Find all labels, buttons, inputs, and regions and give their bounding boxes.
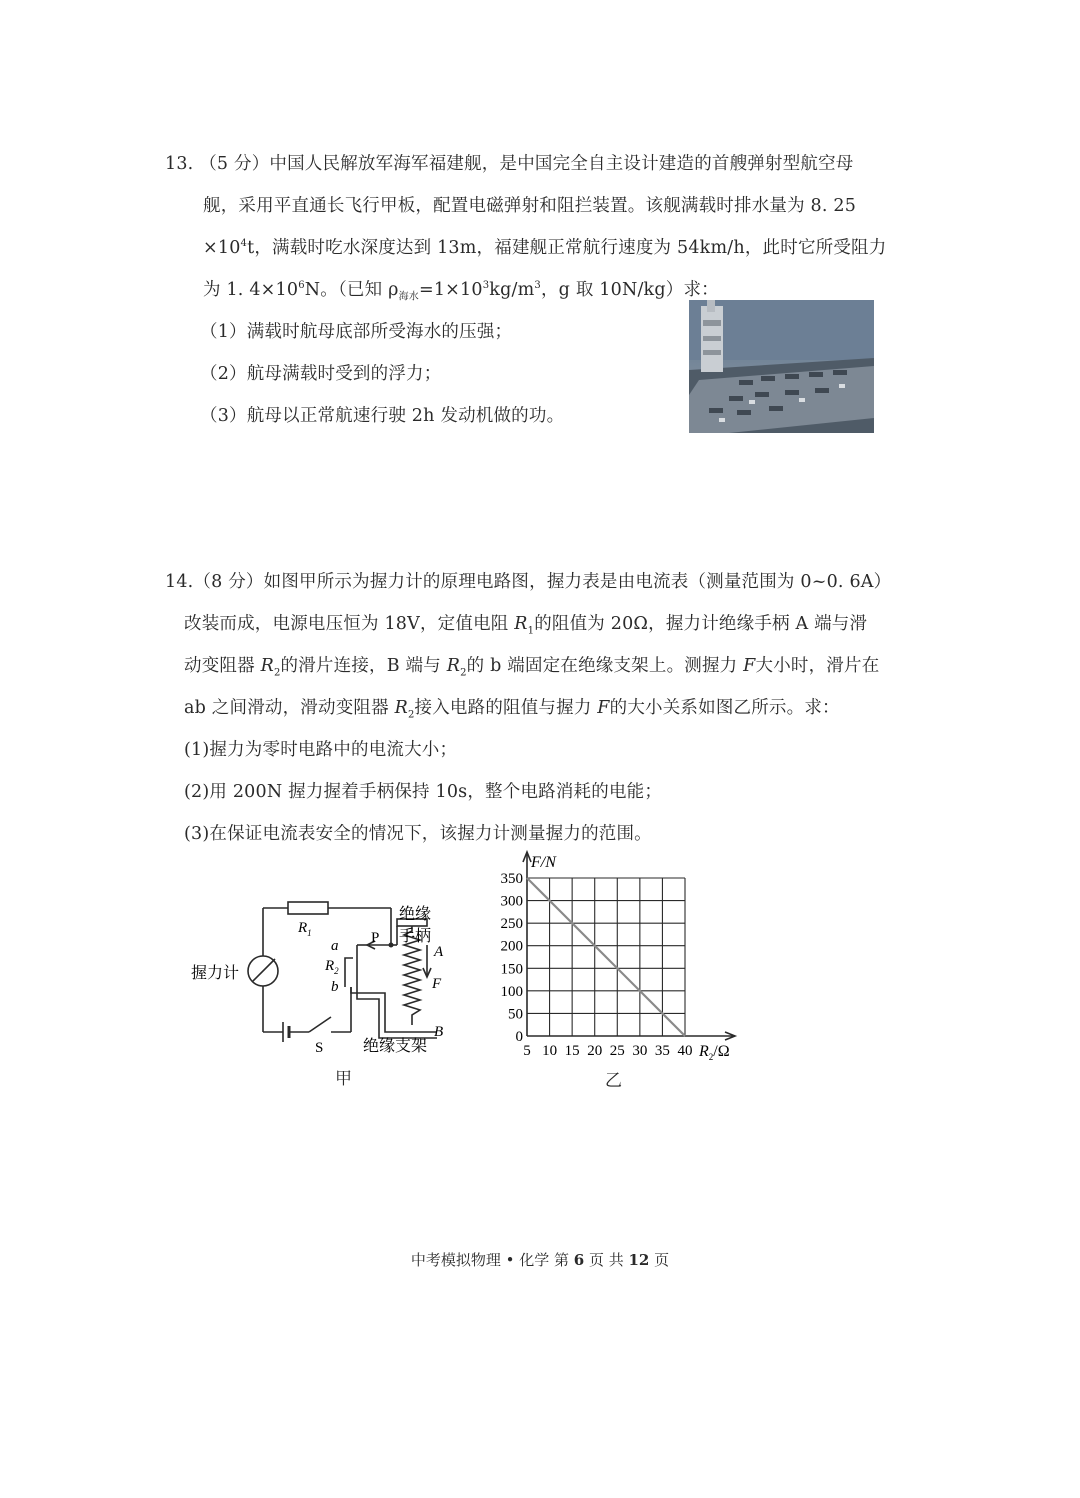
y-tick-label: 200 xyxy=(500,938,523,955)
y-tick-label: 150 xyxy=(500,961,523,978)
series-line xyxy=(527,878,685,1036)
y-tick-label: 350 xyxy=(500,871,523,887)
y-tick-label: 0 xyxy=(515,1029,523,1045)
y-tick-label: 50 xyxy=(508,1006,523,1023)
q13-line-3: $\times 10^4t$，满载时吃水深度达到 13m，福建舰正常航行速度为 54km/h，此时它所受阻力 xyxy=(203,238,887,258)
end-b-label: B xyxy=(434,1024,444,1040)
r1-label: $R_1$ xyxy=(298,920,312,938)
q14-subquestion-3: (3)在保证电流表安全的情况下，该握力计测量握力的范围。 xyxy=(184,824,652,844)
x-tick-label: 35 xyxy=(654,1043,670,1059)
q14-subquestion-1: (1)握力为零时电路中的电流大小； xyxy=(184,740,458,760)
q14-line-1: 14.（8 分）如图甲所示为握力计的原理电路图，握力表是由电流表（测量范围为 0~0. 6A） xyxy=(165,572,892,592)
r2-label: $R_2$ xyxy=(325,958,339,976)
figure-caption-yi: 乙 xyxy=(605,1071,622,1091)
page-footer: 中考模拟物理 • 化学 第 6 页 共 12 页 xyxy=(410,1251,670,1269)
handle-label-1: 绝缘 xyxy=(399,906,432,923)
y-tick-label: 250 xyxy=(500,916,523,933)
q13-line-2: 舰，采用平直通长飞行甲板，配置电磁弹射和阻拦装置。该舰满载时排水量为 8. 25 xyxy=(203,196,857,216)
q14-line-4: ab 之间滑动，滑动变阻器 $R_2$接入电路的阻值与握力 F的大小关系如图乙所示。求： xyxy=(184,698,840,721)
force-resistance-chart xyxy=(485,848,750,1070)
end-a-label: A xyxy=(434,944,444,960)
x-tick-label: 25 xyxy=(609,1043,625,1059)
terminal-a-label: a xyxy=(331,938,339,954)
switch-label: S xyxy=(315,1040,324,1056)
x-tick-label: 30 xyxy=(632,1043,648,1059)
q13-subquestion-1: （1）满载时航母底部所受海水的压强； xyxy=(200,322,513,342)
force-label: F xyxy=(432,976,442,992)
x-axis-label: $R_2/\Omega$ xyxy=(699,1043,730,1062)
y-tick-label: 100 xyxy=(500,983,523,1000)
q14-line-3: 动变阻器 $R_2$的滑片连接，B 端与 $R_2$的 b 端固定在绝缘支架上。测握力 F大小时，滑片在 xyxy=(184,656,880,679)
q13-line-4: 为 1. $4\times 10^6N$。（已知 $\rho_{海水}=1\times 10^3kg/m^3$，g 取 10N/kg）求： xyxy=(203,280,719,303)
x-tick-label: 10 xyxy=(542,1043,558,1059)
x-tick-label: 20 xyxy=(587,1043,603,1059)
aircraft-carrier-photo xyxy=(689,300,874,433)
q13-subquestion-3: （3）航母以正常航速行驶 2h 发动机做的功。 xyxy=(200,406,565,426)
q13-subquestion-2: （2）航母满载时受到的浮力； xyxy=(200,364,442,384)
y-axis-label: F/N xyxy=(531,854,556,871)
support-label: 绝缘支架 xyxy=(363,1038,428,1055)
slider-p-label: P xyxy=(371,930,380,946)
meter-label: 握力计 xyxy=(191,965,240,982)
q13-line-1: 13. （5 分）中国人民解放军海军福建舰，是中国完全自主设计建造的首艘弹射型航空母 xyxy=(165,154,854,174)
figure-caption-jia: 甲 xyxy=(335,1069,352,1089)
handle-label-2: 手柄 xyxy=(399,928,432,945)
x-tick-label: 40 xyxy=(677,1043,693,1059)
q14-line-2: 改装而成，电源电压恒为 18V，定值电阻 $R_1$的阻值为 20Ω，握力计绝缘手柄 A 端与滑 xyxy=(184,614,868,637)
circuit-diagram xyxy=(185,895,465,1060)
terminal-b-label: b xyxy=(331,979,339,995)
q14-subquestion-2: (2)用 200N 握力握着手柄保持 10s，整个电路消耗的电能； xyxy=(184,782,663,802)
y-tick-label: 300 xyxy=(500,893,523,910)
x-tick-label: 15 xyxy=(564,1043,580,1059)
x-tick-label: 5 xyxy=(523,1043,531,1059)
